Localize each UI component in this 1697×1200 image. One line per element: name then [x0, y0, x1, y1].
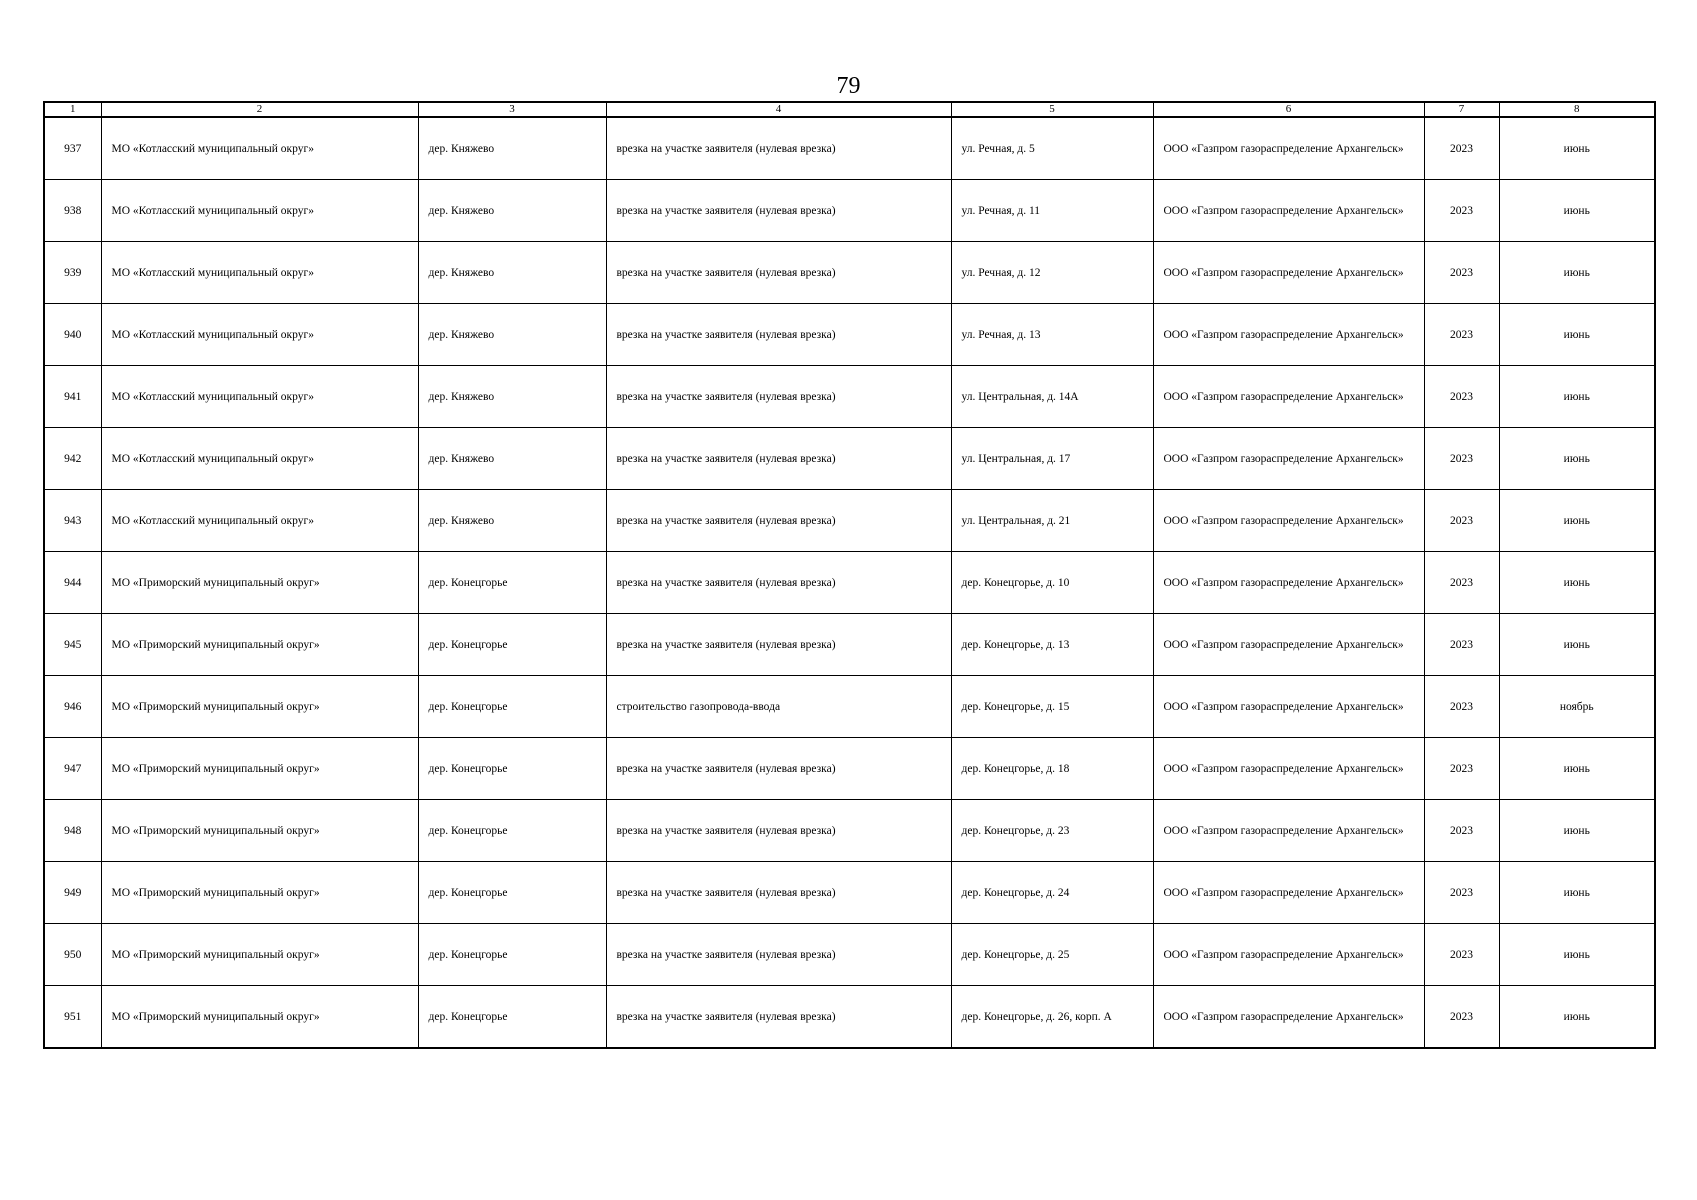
municipal-district-cell: МО «Приморский муниципальный округ» — [101, 800, 418, 862]
organization-cell: ООО «Газпром газораспределение Архангельск» — [1153, 986, 1424, 1049]
year-cell: 2023 — [1424, 242, 1499, 304]
address-cell: дер. Конецгорье, д. 24 — [951, 862, 1153, 924]
municipal-district-cell: МО «Приморский муниципальный округ» — [101, 862, 418, 924]
month-cell: ноябрь — [1499, 676, 1655, 738]
work-type-cell: врезка на участке заявителя (нулевая врезка) — [606, 738, 951, 800]
year-cell: 2023 — [1424, 862, 1499, 924]
table-row — [44, 428, 1655, 490]
work-type-cell: врезка на участке заявителя (нулевая врезка) — [606, 304, 951, 366]
address-cell: ул. Речная, д. 11 — [951, 180, 1153, 242]
settlement-cell: дер. Конецгорье — [418, 862, 606, 924]
column-header: 5 — [951, 102, 1153, 117]
row-number-cell: 944 — [44, 552, 101, 614]
column-header: 1 — [44, 102, 101, 117]
settlement-cell: дер. Конецгорье — [418, 676, 606, 738]
work-type-cell: врезка на участке заявителя (нулевая врезка) — [606, 428, 951, 490]
settlement-cell: дер. Конецгорье — [418, 800, 606, 862]
address-cell: дер. Конецгорье, д. 25 — [951, 924, 1153, 986]
organization-cell: ООО «Газпром газораспределение Архангельск» — [1153, 490, 1424, 552]
organization-cell: ООО «Газпром газораспределение Архангельск» — [1153, 366, 1424, 428]
address-cell: дер. Конецгорье, д. 10 — [951, 552, 1153, 614]
work-type-cell: врезка на участке заявителя (нулевая врезка) — [606, 242, 951, 304]
work-type-cell: врезка на участке заявителя (нулевая врезка) — [606, 614, 951, 676]
row-number-cell: 947 — [44, 738, 101, 800]
address-cell: дер. Конецгорье, д. 26, корп. А — [951, 986, 1153, 1049]
work-type-cell: врезка на участке заявителя (нулевая врезка) — [606, 800, 951, 862]
organization-cell: ООО «Газпром газораспределение Архангельск» — [1153, 552, 1424, 614]
municipal-district-cell: МО «Котласский муниципальный округ» — [101, 180, 418, 242]
column-header: 7 — [1424, 102, 1499, 117]
table-row — [44, 117, 1655, 180]
table-row — [44, 676, 1655, 738]
settlement-cell: дер. Княжево — [418, 366, 606, 428]
settlement-cell: дер. Княжево — [418, 304, 606, 366]
settlement-cell: дер. Княжево — [418, 428, 606, 490]
table-row — [44, 800, 1655, 862]
row-number-cell: 950 — [44, 924, 101, 986]
work-type-cell: врезка на участке заявителя (нулевая врезка) — [606, 862, 951, 924]
year-cell: 2023 — [1424, 366, 1499, 428]
address-cell: ул. Речная, д. 13 — [951, 304, 1153, 366]
municipal-district-cell: МО «Приморский муниципальный округ» — [101, 614, 418, 676]
table-body — [44, 117, 1655, 1048]
column-header: 8 — [1499, 102, 1655, 117]
year-cell: 2023 — [1424, 117, 1499, 180]
work-type-cell: врезка на участке заявителя (нулевая врезка) — [606, 924, 951, 986]
organization-cell: ООО «Газпром газораспределение Архангельск» — [1153, 800, 1424, 862]
address-cell: ул. Центральная, д. 14А — [951, 366, 1153, 428]
row-number-cell: 937 — [44, 117, 101, 180]
table-row — [44, 986, 1655, 1049]
month-cell: июнь — [1499, 242, 1655, 304]
settlement-cell: дер. Конецгорье — [418, 924, 606, 986]
address-cell: ул. Речная, д. 5 — [951, 117, 1153, 180]
municipal-district-cell: МО «Приморский муниципальный округ» — [101, 676, 418, 738]
column-header: 3 — [418, 102, 606, 117]
settlement-cell: дер. Княжево — [418, 242, 606, 304]
column-header: 4 — [606, 102, 951, 117]
settlement-cell: дер. Княжево — [418, 117, 606, 180]
row-number-cell: 943 — [44, 490, 101, 552]
month-cell: июнь — [1499, 304, 1655, 366]
municipal-district-cell: МО «Приморский муниципальный округ» — [101, 738, 418, 800]
settlement-cell: дер. Конецгорье — [418, 738, 606, 800]
row-number-cell: 949 — [44, 862, 101, 924]
table-row — [44, 304, 1655, 366]
municipal-district-cell: МО «Приморский муниципальный округ» — [101, 986, 418, 1049]
table-header — [44, 102, 1655, 117]
row-number-cell: 948 — [44, 800, 101, 862]
settlement-cell: дер. Конецгорье — [418, 614, 606, 676]
row-number-cell: 939 — [44, 242, 101, 304]
month-cell: июнь — [1499, 117, 1655, 180]
municipal-district-cell: МО «Котласский муниципальный округ» — [101, 304, 418, 366]
work-type-cell: врезка на участке заявителя (нулевая врезка) — [606, 986, 951, 1049]
organization-cell: ООО «Газпром газораспределение Архангельск» — [1153, 862, 1424, 924]
address-cell: дер. Конецгорье, д. 18 — [951, 738, 1153, 800]
work-type-cell: врезка на участке заявителя (нулевая врезка) — [606, 117, 951, 180]
work-type-cell: врезка на участке заявителя (нулевая врезка) — [606, 180, 951, 242]
organization-cell: ООО «Газпром газораспределение Архангельск» — [1153, 614, 1424, 676]
column-header: 2 — [101, 102, 418, 117]
organization-cell: ООО «Газпром газораспределение Архангельск» — [1153, 117, 1424, 180]
row-number-cell: 940 — [44, 304, 101, 366]
address-cell: ул. Центральная, д. 17 — [951, 428, 1153, 490]
year-cell: 2023 — [1424, 614, 1499, 676]
year-cell: 2023 — [1424, 428, 1499, 490]
settlement-cell: дер. Конецгорье — [418, 986, 606, 1049]
settlement-cell: дер. Княжево — [418, 490, 606, 552]
month-cell: июнь — [1499, 428, 1655, 490]
row-number-cell: 938 — [44, 180, 101, 242]
month-cell: июнь — [1499, 614, 1655, 676]
year-cell: 2023 — [1424, 986, 1499, 1049]
address-cell: ул. Речная, д. 12 — [951, 242, 1153, 304]
page-number: 79 — [836, 73, 861, 99]
table-row — [44, 242, 1655, 304]
header-row — [44, 102, 1655, 117]
year-cell: 2023 — [1424, 924, 1499, 986]
row-number-cell: 946 — [44, 676, 101, 738]
month-cell: июнь — [1499, 738, 1655, 800]
year-cell: 2023 — [1424, 180, 1499, 242]
table-row — [44, 614, 1655, 676]
municipal-district-cell: МО «Приморский муниципальный округ» — [101, 924, 418, 986]
year-cell: 2023 — [1424, 676, 1499, 738]
municipal-district-cell: МО «Котласский муниципальный округ» — [101, 490, 418, 552]
municipal-district-cell: МО «Котласский муниципальный округ» — [101, 366, 418, 428]
organization-cell: ООО «Газпром газораспределение Архангельск» — [1153, 738, 1424, 800]
organization-cell: ООО «Газпром газораспределение Архангельск» — [1153, 676, 1424, 738]
address-cell: дер. Конецгорье, д. 13 — [951, 614, 1153, 676]
work-type-cell: врезка на участке заявителя (нулевая врезка) — [606, 490, 951, 552]
year-cell: 2023 — [1424, 304, 1499, 366]
organization-cell: ООО «Газпром газораспределение Архангельск» — [1153, 180, 1424, 242]
table-row — [44, 490, 1655, 552]
month-cell: июнь — [1499, 800, 1655, 862]
table-row — [44, 366, 1655, 428]
table-row — [44, 180, 1655, 242]
month-cell: июнь — [1499, 924, 1655, 986]
organization-cell: ООО «Газпром газораспределение Архангельск» — [1153, 924, 1424, 986]
row-number-cell: 941 — [44, 366, 101, 428]
organization-cell: ООО «Газпром газораспределение Архангельск» — [1153, 242, 1424, 304]
table-row — [44, 552, 1655, 614]
table-row — [44, 862, 1655, 924]
municipal-district-cell: МО «Котласский муниципальный округ» — [101, 242, 418, 304]
column-header: 6 — [1153, 102, 1424, 117]
address-cell: дер. Конецгорье, д. 15 — [951, 676, 1153, 738]
month-cell: июнь — [1499, 180, 1655, 242]
organization-cell: ООО «Газпром газораспределение Архангельск» — [1153, 304, 1424, 366]
row-number-cell: 951 — [44, 986, 101, 1049]
year-cell: 2023 — [1424, 490, 1499, 552]
year-cell: 2023 — [1424, 738, 1499, 800]
work-type-cell: строительство газопровода-ввода — [606, 676, 951, 738]
organization-cell: ООО «Газпром газораспределение Архангельск» — [1153, 428, 1424, 490]
work-type-cell: врезка на участке заявителя (нулевая врезка) — [606, 552, 951, 614]
year-cell: 2023 — [1424, 800, 1499, 862]
month-cell: июнь — [1499, 552, 1655, 614]
row-number-cell: 945 — [44, 614, 101, 676]
municipal-district-cell: МО «Приморский муниципальный округ» — [101, 552, 418, 614]
month-cell: июнь — [1499, 490, 1655, 552]
month-cell: июнь — [1499, 366, 1655, 428]
row-number-cell: 942 — [44, 428, 101, 490]
settlement-cell: дер. Княжево — [418, 180, 606, 242]
month-cell: июнь — [1499, 986, 1655, 1049]
settlement-cell: дер. Конецгорье — [418, 552, 606, 614]
municipal-district-cell: МО «Котласский муниципальный округ» — [101, 117, 418, 180]
municipal-district-cell: МО «Котласский муниципальный округ» — [101, 428, 418, 490]
address-cell: дер. Конецгорье, д. 23 — [951, 800, 1153, 862]
year-cell: 2023 — [1424, 552, 1499, 614]
month-cell: июнь — [1499, 862, 1655, 924]
work-type-cell: врезка на участке заявителя (нулевая врезка) — [606, 366, 951, 428]
gasification-table — [43, 101, 1656, 1049]
table-row — [44, 738, 1655, 800]
address-cell: ул. Центральная, д. 21 — [951, 490, 1153, 552]
table-row — [44, 924, 1655, 986]
